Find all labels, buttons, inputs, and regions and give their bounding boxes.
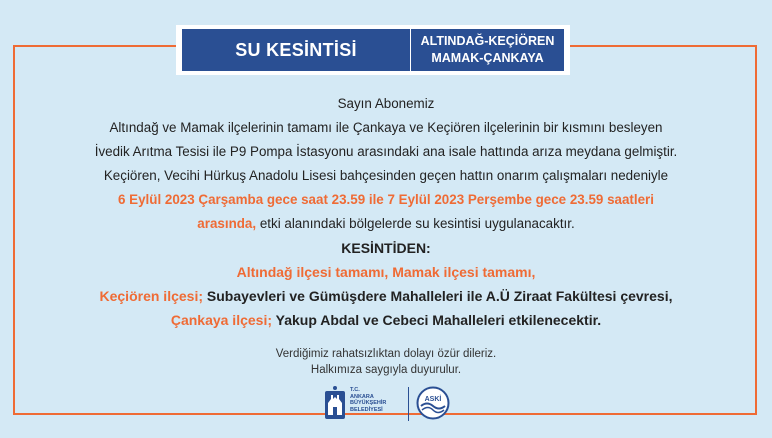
affected-line-1-text: Altındağ ilçesi tamamı, Mamak ilçesi tamamı, bbox=[236, 264, 536, 280]
banner-region-line1: ALTINDAĞ-KEÇİÖREN bbox=[420, 34, 555, 48]
aski-logo-text: ASKİ bbox=[424, 396, 442, 403]
notice-line-2: İvedik Arıtma Tesisi ile P9 Pompa İstasyonu arasındaki ana isale hattında arıza meydana gelmiştir. bbox=[94, 144, 678, 159]
abb-line-3: BÜYÜKŞEHİR bbox=[350, 400, 387, 407]
header-banner bbox=[176, 25, 570, 75]
greeting: Sayın Abonemiz bbox=[337, 96, 435, 111]
abb-line-2: ANKARA bbox=[350, 393, 374, 400]
ankara-municipality-logo-icon bbox=[324, 385, 346, 421]
banner-regions bbox=[411, 29, 564, 71]
outage-date-suffix: arasında, bbox=[197, 216, 257, 231]
abb-line-1: T.C. bbox=[350, 387, 360, 393]
cankaya-detail: Yakup Abdal ve Cebeci Mahalleleri etkilenecektir. bbox=[272, 312, 602, 328]
banner-region-line2: MAMAK-ÇANKAYA bbox=[431, 51, 544, 65]
affected-line-1 bbox=[20, 260, 752, 284]
affected-line-keciören bbox=[20, 284, 752, 308]
notice-body bbox=[20, 92, 752, 332]
keciören-detail: Subayevleri ve Gümüşdere Mahalleleri ile A.Ü Ziraat Fakültesi çevresi, bbox=[203, 288, 673, 304]
footer-respect: Halkımıza saygıyla duyurulur. bbox=[310, 364, 462, 376]
ankara-municipality-name bbox=[350, 387, 400, 413]
notice-line-1: Altındağ ve Mamak ilçelerinin tamamı ile Çankaya ve Keçiören ilçelerinin bir kısmını besleyen bbox=[109, 120, 663, 135]
footer bbox=[20, 346, 752, 378]
notice-line-3: Keçiören, Vecihi Hürkuş Anadolu Lisesi bahçesinden geçen hattın onarım çalışmaları nedeniyle bbox=[103, 168, 669, 183]
outage-date-range: 6 Eylül 2023 Çarşamba gece saat 23.59 ile 7 Eylül 2023 Perşembe gece 23.59 saatleri bbox=[118, 192, 654, 207]
footer-apology: Verdiğimiz rahatsızlıktan dolayı özür dileriz. bbox=[275, 348, 497, 360]
abb-line-4: BELEDİYESİ bbox=[350, 406, 383, 413]
keciören-label: Keçiören ilçesi; bbox=[99, 288, 203, 304]
aski-logo-icon bbox=[416, 386, 450, 420]
logo-divider bbox=[408, 387, 409, 421]
notice-line-5-rest: etki alanındaki bölgelerde su kesintisi uygulanacaktır. bbox=[256, 216, 575, 231]
notice-line-5 bbox=[20, 212, 752, 236]
banner-title: SU KESİNTİSİ bbox=[182, 29, 410, 71]
affected-line-cankaya bbox=[20, 308, 752, 332]
affected-heading bbox=[20, 236, 752, 260]
logos bbox=[324, 383, 454, 427]
cankaya-label: Çankaya ilçesi; bbox=[170, 312, 272, 328]
affected-heading-text: KESİNTİDEN: bbox=[341, 240, 431, 256]
